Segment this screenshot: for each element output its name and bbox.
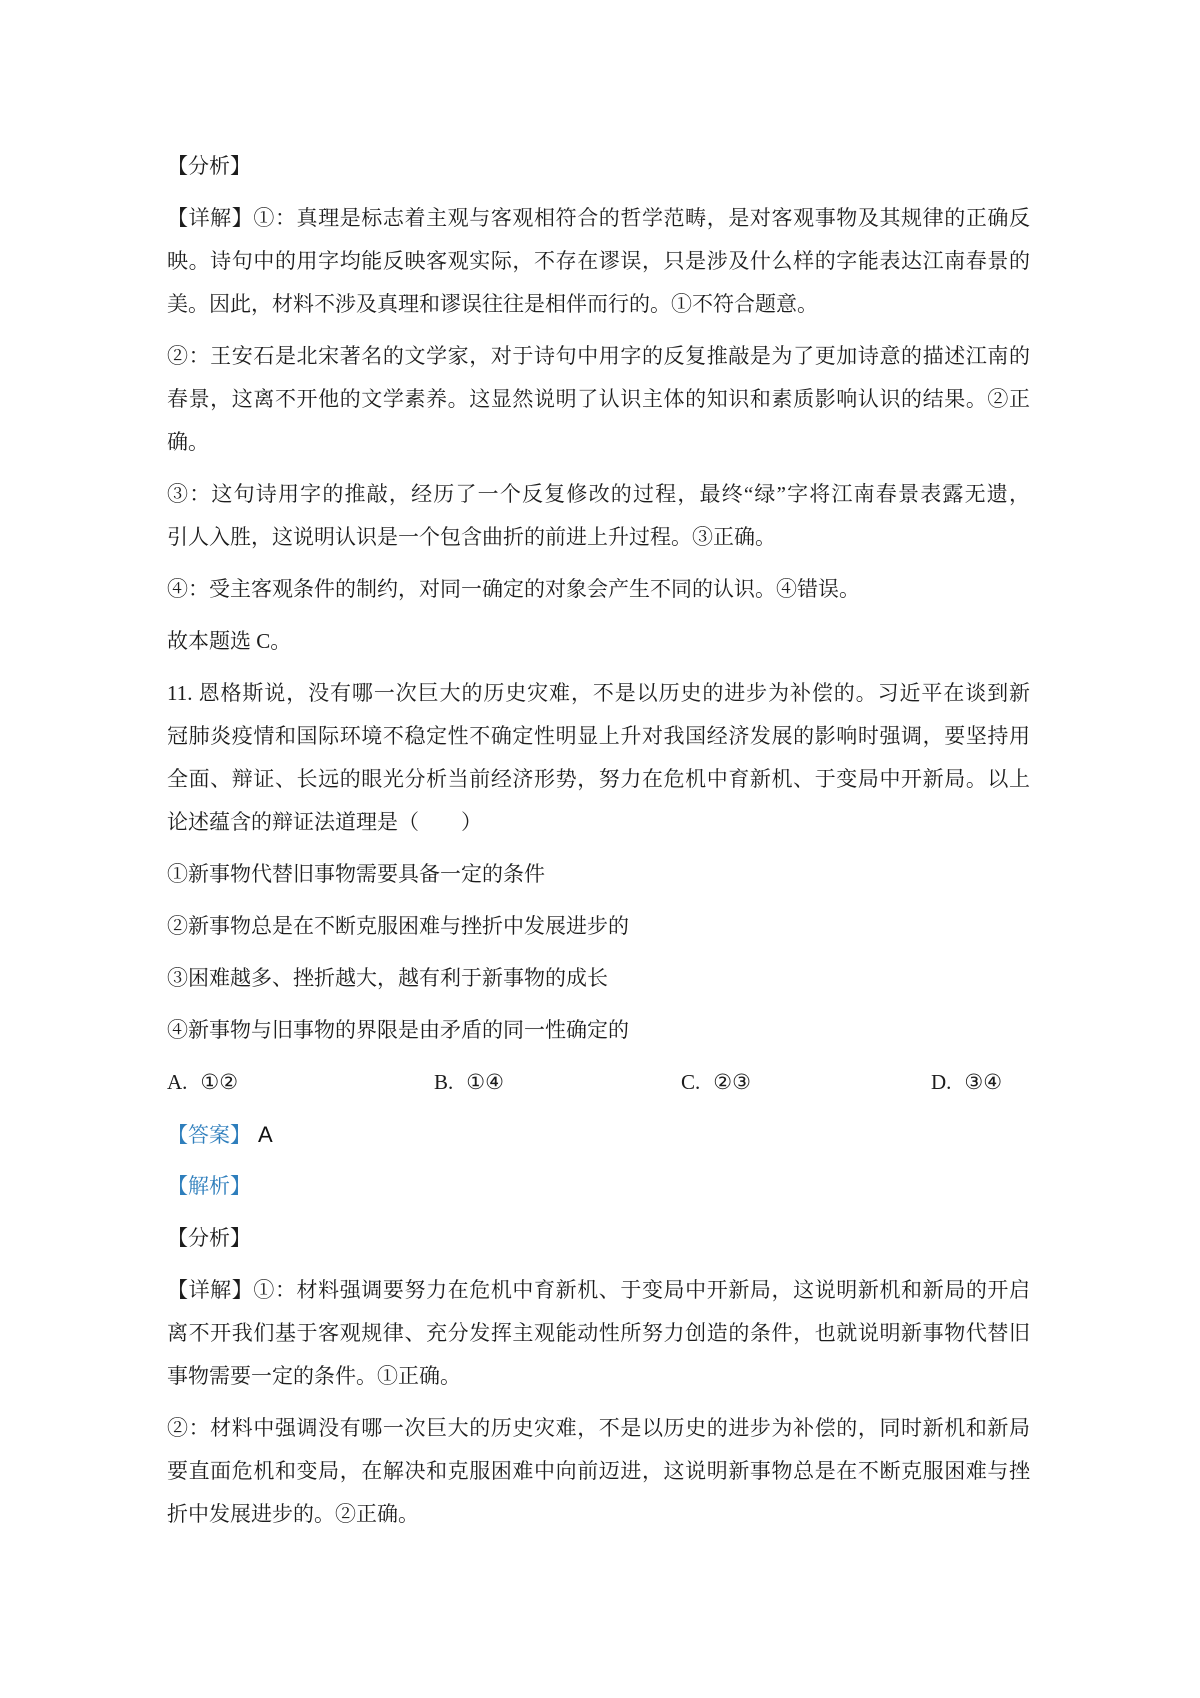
q11-point2-line-1: ②：材料中强调没有哪一次巨大的历史灾难，不是以历史的进步为补偿的，同时新机和新局: [167, 1416, 1030, 1440]
q11-analysis-label: 【分析】: [167, 1226, 251, 1250]
q11-point2-line-3: 折中发展进步的。②正确。: [167, 1502, 419, 1526]
q11-point2-line-2: 要直面危机和变局，在解决和克服困难中向前迈进，这说明新事物总是在不断克服困难与挫: [167, 1459, 1030, 1483]
q10-detail-paragraph: [167, 197, 1030, 326]
option-b-value: ①④: [466, 1070, 504, 1094]
option-a-value: ①②: [200, 1070, 239, 1094]
answer-line: [167, 1113, 1030, 1156]
q10-point4-line: ④：受主客观条件的制约，对同一确定的对象会产生不同的认识。④错误。: [167, 577, 860, 601]
q11-statement-2: ②新事物总是在不断克服困难与挫折中发展进步的: [167, 914, 629, 938]
q11-statement-4: ④新事物与旧事物的界限是由矛盾的同一性确定的: [167, 1018, 629, 1042]
q11-analysis-paragraph: [167, 1217, 1030, 1260]
q10-conclusion-paragraph: [167, 620, 1030, 663]
answer-value: A: [258, 1122, 273, 1147]
q10-detail-line-3: 美。因此，材料不涉及真理和谬误往往是相伴而行的。①不符合题意。: [167, 292, 818, 316]
q11-stem-line-2: 冠肺炎疫情和国际环境不稳定性不确定性明显上升对我国经济发展的影响时强调，要坚持用: [167, 724, 1030, 748]
q11-stem-line-3: 全面、辩证、长远的眼光分析当前经济形势，努力在危机中育新机、于变局中开新局。以上: [167, 767, 1030, 791]
q10-conclusion: 故本题选 C。: [167, 629, 292, 653]
q11-jiexi-paragraph: [167, 1165, 1030, 1208]
option-d-value: ③④: [964, 1070, 1003, 1094]
q11-statement-1-paragraph: [167, 853, 1030, 896]
q10-point2-line-1: ②：王安石是北宋著名的文学家，对于诗句中用字的反复推敲是为了更加诗意的描述江南的: [167, 344, 1030, 368]
option-a: [167, 1061, 434, 1104]
q10-point3-line-2: 引人入胜，这说明认识是一个包含曲折的前进上升过程。③正确。: [167, 525, 776, 549]
option-b: [434, 1061, 681, 1104]
options-row: [167, 1061, 1030, 1104]
q10-point2-line-2: 春景，这离不开他的文学素养。这显然说明了认识主体的知识和素质影响认识的结果。②正: [167, 387, 1030, 411]
q10-point3-line-1: ③：这句诗用字的推敲，经历了一个反复修改的过程，最终“绿”字将江南春景表露无遗，: [167, 482, 1030, 506]
option-b-label: B.: [434, 1070, 454, 1094]
q10-point3-paragraph: [167, 473, 1030, 559]
q10-detail-line-2: 映。诗句中的用字均能反映客观实际，不存在谬误，只是涉及什么样的字能表达江南春景的: [167, 249, 1030, 273]
q11-statement-1: ①新事物代替旧事物需要具备一定的条件: [167, 862, 545, 886]
q11-stem-line-4: 论述蕴含的辩证法道理是（ ）: [167, 810, 482, 834]
q11-detail-line-1: 【详解】①：材料强调要努力在危机中育新机、于变局中开新局，这说明新机和新局的开启: [167, 1278, 1030, 1302]
q10-detail-line-1: 【详解】①：真理是标志着主观与客观相符合的哲学范畴，是对客观事物及其规律的正确反: [167, 206, 1030, 230]
q10-point2-line-3: 确。: [167, 430, 209, 454]
option-a-label: A.: [167, 1070, 188, 1094]
option-d-label: D.: [931, 1070, 952, 1094]
q11-stem-line-1: 11. 恩格斯说，没有哪一次巨大的历史灾难，不是以历史的进步为补偿的。习近平在谈到新: [167, 681, 1030, 705]
q10-point4-paragraph: [167, 568, 1030, 611]
q11-statement-4-paragraph: [167, 1009, 1030, 1052]
q11-detail-paragraph: [167, 1269, 1030, 1398]
jiexi-label: 【解析】: [167, 1174, 251, 1198]
option-d: [931, 1061, 1030, 1104]
option-c-label: C.: [681, 1070, 701, 1094]
q11-detail-line-3: 事物需要一定的条件。①正确。: [167, 1364, 461, 1388]
q10-analysis-label: 【分析】: [167, 154, 251, 178]
option-c: [681, 1061, 931, 1104]
q11-answer-paragraph: [167, 1113, 1030, 1156]
q11-statement-2-paragraph: [167, 905, 1030, 948]
q11-detail-line-2: 离不开我们基于客观规律、充分发挥主观能动性所努力创造的条件，也就说明新事物代替旧: [167, 1321, 1030, 1345]
q11-point2-paragraph: [167, 1407, 1030, 1536]
option-c-value: ②③: [713, 1070, 751, 1094]
q11-stem-paragraph: [167, 672, 1030, 844]
q10-analysis-paragraph: [167, 145, 1030, 188]
q11-statement-3: ③困难越多、挫折越大，越有利于新事物的成长: [167, 966, 608, 990]
q10-point2-paragraph: [167, 335, 1030, 464]
answer-label: 【答案】: [167, 1123, 251, 1147]
q11-statement-3-paragraph: [167, 957, 1030, 1000]
